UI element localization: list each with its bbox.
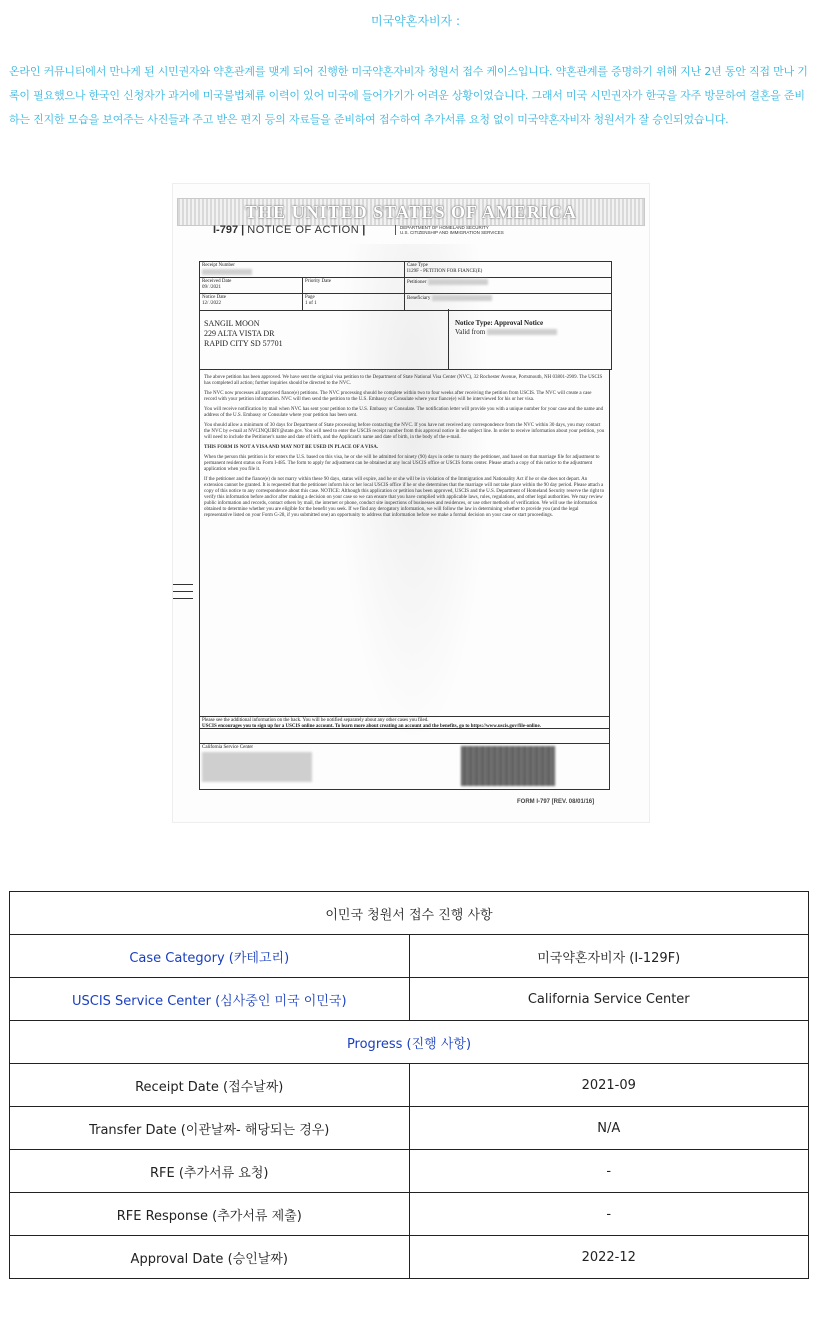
redacted-field xyxy=(202,269,252,275)
row-label: Receipt Date (접수날짜) xyxy=(10,1064,410,1107)
petitioner-label: Petitioner xyxy=(407,280,427,286)
address-city: RAPID CITY SD 57701 xyxy=(204,339,283,348)
barcode-redacted xyxy=(461,746,555,786)
notice-paragraph: If the petitioner and the fiance(e) do not marry within these 90 days, status will expire, and he or she will be in violation of the Immigration and Nationality Act if he or she does not depart. An extension cannot be granted. It is requested that the petitioner inform his or her local USCIS office if he or she determines that the marriage will not take place within the 90 day period. Please attach a copy of this notice to any correspondence about this case. NOTICE: Although this application or petition has been approved, USCIS and the U.S. Department of Homeland Security reserve the right to verify this information before and/or after making a decision on your case so we can ensure that you have complied with applicable laws, rules, regulations, and other legal authorities. We may review public information and records, contact others by mail, the internet or phone, conduct site inspections of businesses and residences, or use other methods of verification. We will use the information obtained to determine whether you are eligible for the benefit you seek. If we find any derogatory information, we will follow the law in determining whether to provide you (and the legal representative listed on your Form G-28, if you submitted one) an opportunity to address that information before we make a formal decision on your case or start proceedings. xyxy=(204,477,605,518)
notice-footer-box xyxy=(199,716,610,744)
row-value: - xyxy=(409,1193,809,1236)
form-id: I-797 xyxy=(213,224,239,236)
notice-type: Notice Type: Approval Notice xyxy=(455,319,544,327)
row-label: RFE (추가서류 요청) xyxy=(10,1150,410,1193)
notice-paragraph: The above petition has been approved. We have sent the original visa petition to the Department of State National Visa Center (NVC), 32 Rochester Avenue, Portsmouth, NH 03801-2909. The USCIS has completed all action; further inquiries should be directed to the NVC. xyxy=(204,375,603,386)
received-date-label: Received Date xyxy=(202,279,232,284)
petition-progress-table xyxy=(9,891,809,1279)
table-row xyxy=(10,935,809,978)
receipt-number-label: Receipt Number xyxy=(202,263,235,268)
notice-paragraph: You will receive notification by mail when NVC has sent your petition to the U.S. Embassy or Consulate. The notification letter will provide you with a unique number for your case and the name and address of the U.S. Embassy or Consulate where your petition has been sent. xyxy=(204,407,604,418)
department-label xyxy=(395,225,504,235)
row-label: RFE Response (추가서류 제출) xyxy=(10,1193,410,1236)
table-row xyxy=(10,1150,809,1193)
form-number: FORM I-797 [REV. 08/01/16] xyxy=(517,799,595,805)
row-label: Case Category (카테고리) xyxy=(10,935,410,978)
case-type-label: Case Type xyxy=(407,263,428,268)
row-label: USCIS Service Center (심사중인 미국 이민국) xyxy=(10,978,410,1021)
notice-paragraph: THIS FORM IS NOT A VISA AND MAY NOT BE USED IN PLACE OF A VISA. xyxy=(204,445,379,450)
table-row xyxy=(10,1236,809,1279)
dept-line2: U.S. CITIZENSHIP AND IMMIGRATION SERVICES xyxy=(400,230,504,235)
row-value: 2022-12 xyxy=(409,1236,809,1279)
petitioner-cell xyxy=(405,278,611,294)
form-title: I-797 | NOTICE OF ACTION | xyxy=(213,224,366,236)
page-value: 1 of 1 xyxy=(305,301,317,306)
i797-notice-image xyxy=(172,183,650,823)
document-banner: THE UNITED STATES OF AMERICA xyxy=(177,198,645,226)
intro-paragraph: 온라인 커뮤니티에서 만나게 된 시민권자와 약혼관계를 맺게 되어 진행한 미국약혼자비자 청원서 접수 케이스입니다. 약혼관계를 증명하기 위해 지난 2년 동안 직접 만나 기록이 필요했으나 한국인 신청자가 과거에 미국불법체류 이력이 있어 미국에 들어가기가 어려운 상황이었습니다. 그래서 미국 시민권자가 한국을 자주 방문하여 결혼을 준비하는 진지한 모습을 보여주는 사진들과 주고 받은 편지 등의 자료들을 준비하여 접수하여 추가서류 요청 없이 미국약혼자비자 청원서가 잘 승인되었습니다. xyxy=(9,65,808,126)
case-type-cell xyxy=(405,262,611,278)
table-row xyxy=(10,1107,809,1150)
table-row xyxy=(10,978,809,1021)
row-value: 미국약혼자비자 (I-129F) xyxy=(409,935,809,978)
receipt-number-cell xyxy=(200,262,405,278)
redacted-field xyxy=(428,279,488,285)
address-street: 229 ALTA VISTA DR xyxy=(204,329,275,338)
redacted-address xyxy=(202,752,312,782)
table-row xyxy=(10,1193,809,1236)
notice-date-value: 12/ /2022 xyxy=(202,301,222,306)
row-label: Approval Date (승인날짜) xyxy=(10,1236,410,1279)
notice-paragraph: The NVC now processes all approved fiance(e) petitions. The NVC processing should be complete within two to four weeks after receiving the petition from USCIS. The NVC will create a case record with your petition information. NVC will then send the petition to the U.S. Embassy or Consulate where your fiance(e) will be interviewed for his or her visa. xyxy=(204,391,592,402)
priority-date-label: Priority Date xyxy=(305,279,331,284)
priority-date-cell xyxy=(303,278,405,294)
section-heading: 미국약혼자비자 : xyxy=(370,14,460,28)
notice-paragraph: When the person this petition is for enters the U.S. based on this visa, he or she will be admitted for ninety (90) days in order to marry the petitioner, and based on that marriage file for adjustment to permanent resident status on Form I-485. The form to apply for adjustment can be obtained at any local USCIS office or USCIS forms center. Please attach a copy of this notice to the adjustment application when you file it. xyxy=(204,455,600,472)
case-type-value: I129F - PETITION FOR FIANCE(E) xyxy=(407,269,483,274)
valid-from-label: Valid from xyxy=(455,328,486,336)
notice-date-cell xyxy=(200,294,303,310)
notice-date-label: Notice Date xyxy=(202,295,227,300)
footer-line2: USCIS encourages you to sign up for a USCIS online account. To learn more about creating an account and the benefits, go to https://www.uscis.gov/file-online. xyxy=(202,724,541,729)
redacted-field xyxy=(432,295,492,301)
row-value: California Service Center xyxy=(409,978,809,1021)
row-label: Transfer Date (이관날짜- 해당되는 경우) xyxy=(10,1107,410,1150)
side-marks xyxy=(173,584,193,605)
address-name: SANGIL MOON xyxy=(204,319,260,328)
received-date-value: 09/ /2021 xyxy=(202,285,222,290)
mailing-address xyxy=(204,319,283,349)
address-block xyxy=(199,309,612,370)
service-center-label: California Service Center xyxy=(202,745,254,750)
row-value: 2021-09 xyxy=(409,1064,809,1107)
notice-paragraph: You should allow a minimum of 30 days for Department of State processing before contacting the NVC. If you have not received any correspondence from the NVC within 30 days, you may contact the NVC by e-mail at NVCINQUIRY@state.gov. You will need to enter the USCIS receipt number from this approval notice in the subject line. In order to receive information about your petition, you will need to include the Petitioner's name and date of birth, and the Applicant's name and date of birth, in the body of the e-mail. xyxy=(204,423,605,440)
progress-header: Progress (진행 사항) xyxy=(10,1021,809,1064)
notice-body xyxy=(199,369,610,729)
beneficiary-cell xyxy=(405,294,611,310)
beneficiary-label: Beneficiary xyxy=(407,296,431,302)
redacted-field xyxy=(487,329,557,335)
footer-line1: Please see the additional information on the back. You will be notified separately about any other cases you filed. xyxy=(202,718,429,723)
row-value: - xyxy=(409,1150,809,1193)
valid-from xyxy=(455,328,604,337)
table-row xyxy=(10,1064,809,1107)
form-title-text: NOTICE OF ACTION xyxy=(247,224,360,236)
dept-line1: DEPARTMENT OF HOMELAND SECURITY xyxy=(400,225,489,230)
page-cell xyxy=(303,294,405,310)
notice-type-box xyxy=(448,309,610,369)
received-date-cell xyxy=(200,278,303,294)
table-title: 이민국 청원서 접수 진행 사항 xyxy=(10,892,809,935)
page-label: Page xyxy=(305,295,315,300)
case-info-grid xyxy=(199,261,612,311)
row-value: N/A xyxy=(409,1107,809,1150)
